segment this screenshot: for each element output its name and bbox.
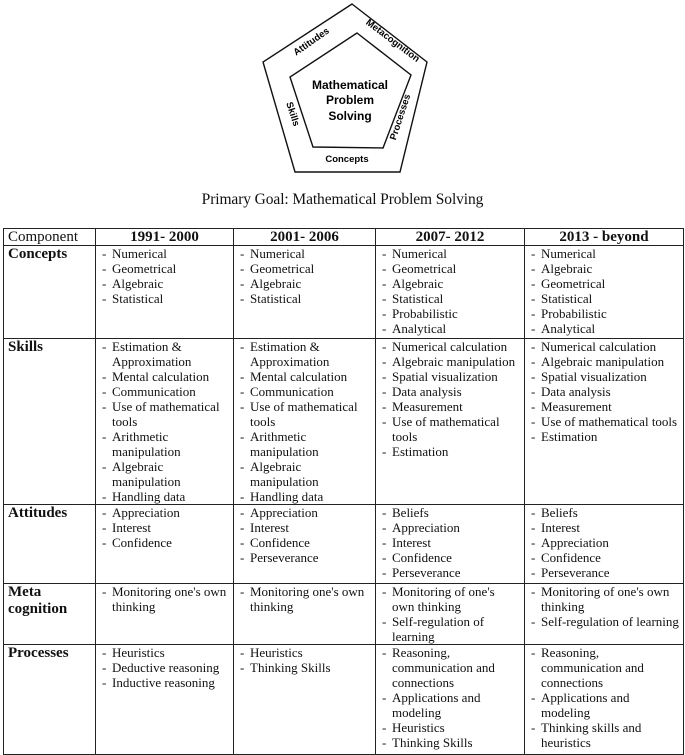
list-item: - Numerical — [102, 246, 229, 261]
cell-skills-2001-2006 — [234, 339, 376, 505]
diagram-center-line-1: Mathematical — [311, 78, 389, 92]
list-item: - Measurement — [531, 399, 679, 414]
list-item: - Geometrical — [531, 276, 679, 291]
list-item: - Reasoning, communication and connections — [531, 645, 679, 690]
table-row-attitudes — [4, 505, 684, 584]
list-item: - Heuristics — [382, 720, 520, 735]
item-list — [100, 505, 229, 550]
list-item: - Numerical — [382, 246, 520, 261]
cell-skills-2007-2012 — [376, 339, 525, 505]
list-item: - Appreciation — [102, 505, 229, 520]
row-header-metacognition: Meta cognition — [4, 584, 96, 645]
diagram-center-line-2: Problem — [325, 93, 375, 107]
item-list — [380, 584, 520, 644]
list-item: - Appreciation — [382, 520, 520, 535]
item-list — [380, 246, 520, 336]
item-list — [529, 505, 679, 580]
list-item: - Confidence — [382, 550, 520, 565]
list-item: - Perseverance — [382, 565, 520, 580]
cell-metacognition-2007-2012 — [376, 584, 525, 645]
list-item: - Mental calculation — [240, 369, 371, 384]
list-item: - Applications and modeling — [531, 690, 679, 720]
cell-metacognition-2013-beyond — [525, 584, 684, 645]
list-item: - Estimation — [382, 444, 520, 459]
list-item: - Communication — [240, 384, 371, 399]
cell-concepts-1991-2000 — [96, 246, 234, 339]
list-item: - Use of mathematical tools — [382, 414, 520, 444]
list-item: - Statistical — [102, 291, 229, 306]
list-item: - Arithmetic manipulation — [240, 429, 371, 459]
diagram-label-concepts: Concepts — [325, 154, 369, 165]
list-item: - Heuristics — [102, 645, 229, 660]
header-2001-2006: 2001- 2006 — [234, 229, 376, 246]
item-list — [100, 584, 229, 614]
pentagon-diagram-svg — [255, 0, 435, 180]
item-list — [380, 505, 520, 580]
cell-processes-2001-2006 — [234, 645, 376, 755]
item-list — [380, 339, 520, 459]
list-item: - Estimation & Approximation — [102, 339, 229, 369]
list-item: - Spatial visualization — [531, 369, 679, 384]
cell-processes-1991-2000 — [96, 645, 234, 755]
diagram-label-processes: Processes — [388, 92, 414, 142]
list-item: - Self-regulation of learning — [531, 614, 679, 629]
list-item: - Arithmetic manipulation — [102, 429, 229, 459]
item-list — [529, 246, 679, 336]
cell-concepts-2001-2006 — [234, 246, 376, 339]
table-row-processes — [4, 645, 684, 755]
list-item: - Estimation — [531, 429, 679, 444]
header-1991-2000: 1991- 2000 — [96, 229, 234, 246]
list-item: - Deductive reasoning — [102, 660, 229, 675]
list-item: - Geometrical — [382, 261, 520, 276]
list-item: - Statistical — [240, 291, 371, 306]
cell-attitudes-2013-beyond — [525, 505, 684, 584]
list-item: - Self-regulation of learning — [382, 614, 520, 644]
cell-attitudes-2001-2006 — [234, 505, 376, 584]
diagram-label-skills: Skills — [283, 100, 302, 128]
list-item: - Confidence — [102, 535, 229, 550]
cell-concepts-2013-beyond — [525, 246, 684, 339]
list-item: - Geometrical — [240, 261, 371, 276]
list-item: - Perseverance — [240, 550, 371, 565]
list-item: - Statistical — [382, 291, 520, 306]
cell-skills-2013-beyond — [525, 339, 684, 505]
table-row-skills — [4, 339, 684, 505]
item-list — [238, 246, 371, 306]
list-item: - Reasoning, communication and connections — [382, 645, 520, 690]
list-item: - Confidence — [531, 550, 679, 565]
row-header-attitudes: Attitudes — [4, 505, 96, 584]
cell-metacognition-2001-2006 — [234, 584, 376, 645]
list-item: - Heuristics — [240, 645, 371, 660]
header-2007-2012: 2007- 2012 — [376, 229, 525, 246]
cell-concepts-2007-2012 — [376, 246, 525, 339]
list-item: - Algebraic — [102, 276, 229, 291]
table-row-metacognition — [4, 584, 684, 645]
list-item: - Statistical — [531, 291, 679, 306]
row-header-processes: Processes — [4, 645, 96, 755]
diagram-label-attitudes: Attitudes — [291, 25, 332, 59]
list-item: - Numerical calculation — [382, 339, 520, 354]
item-list — [238, 339, 371, 504]
cell-processes-2007-2012 — [376, 645, 525, 755]
list-item: - Beliefs — [382, 505, 520, 520]
list-item: - Data analysis — [531, 384, 679, 399]
curriculum-framework-table — [3, 228, 684, 755]
list-item: - Analytical — [531, 321, 679, 336]
row-header-skills: Skills — [4, 339, 96, 505]
item-list — [100, 339, 229, 504]
item-list — [529, 339, 679, 444]
list-item: - Confidence — [240, 535, 371, 550]
cell-attitudes-2007-2012 — [376, 505, 525, 584]
list-item: - Numerical — [531, 246, 679, 261]
list-item: - Monitoring of one's own thinking — [531, 584, 679, 614]
header-component: Component — [4, 229, 96, 246]
list-item: - Communication — [102, 384, 229, 399]
table-row-concepts — [4, 246, 684, 339]
list-item: - Monitoring of one's own thinking — [382, 584, 520, 614]
list-item: - Appreciation — [531, 535, 679, 550]
pentagon-framework-diagram — [255, 0, 435, 180]
list-item: - Algebraic — [240, 276, 371, 291]
list-item: - Measurement — [382, 399, 520, 414]
list-item: - Interest — [240, 520, 371, 535]
list-item: - Monitoring one's own thinking — [240, 584, 371, 614]
list-item: - Interest — [531, 520, 679, 535]
list-item: - Inductive reasoning — [102, 675, 229, 690]
item-list — [100, 246, 229, 306]
list-item: - Analytical — [382, 321, 520, 336]
table-header-row — [4, 229, 684, 246]
list-item: - Probabilistic — [531, 306, 679, 321]
list-item: - Algebraic manipulation — [240, 459, 371, 489]
list-item: - Use of mathematical tools — [240, 399, 371, 429]
header-2013-beyond: 2013 - beyond — [525, 229, 684, 246]
list-item: - Numerical calculation — [531, 339, 679, 354]
list-item: - Interest — [382, 535, 520, 550]
item-list — [238, 505, 371, 565]
diagram-center-line-3: Solving — [328, 109, 372, 123]
item-list — [100, 645, 229, 690]
item-list — [238, 645, 371, 675]
list-item: - Thinking skills and heuristics — [531, 720, 679, 750]
item-list — [238, 584, 371, 614]
diagram-label-metacognition: Metacognition — [363, 17, 422, 65]
list-item: - Thinking Skills — [382, 735, 520, 750]
list-item: - Use of mathematical tools — [531, 414, 679, 429]
row-header-concepts: Concepts — [4, 246, 96, 339]
list-item: - Algebraic manipulation — [382, 354, 520, 369]
list-item: - Spatial visualization — [382, 369, 520, 384]
list-item: - Algebraic manipulation — [531, 354, 679, 369]
list-item: - Algebraic — [531, 261, 679, 276]
item-list — [380, 645, 520, 750]
cell-skills-1991-2000 — [96, 339, 234, 505]
list-item: - Beliefs — [531, 505, 679, 520]
item-list — [529, 584, 679, 629]
list-item: - Numerical — [240, 246, 371, 261]
list-item: - Handling data — [240, 489, 371, 504]
list-item: - Mental calculation — [102, 369, 229, 384]
list-item: - Monitoring one's own thinking — [102, 584, 229, 614]
list-item: - Appreciation — [240, 505, 371, 520]
cell-attitudes-1991-2000 — [96, 505, 234, 584]
item-list — [529, 645, 679, 750]
list-item: - Use of mathematical tools — [102, 399, 229, 429]
list-item: - Handling data — [102, 489, 229, 504]
list-item: - Algebraic — [382, 276, 520, 291]
list-item: - Thinking Skills — [240, 660, 371, 675]
list-item: - Data analysis — [382, 384, 520, 399]
list-item: - Estimation & Approximation — [240, 339, 371, 369]
cell-metacognition-1991-2000 — [96, 584, 234, 645]
list-item: - Applications and modeling — [382, 690, 520, 720]
primary-goal-caption: Primary Goal: Mathematical Problem Solving — [201, 191, 484, 208]
cell-processes-2013-beyond — [525, 645, 684, 755]
list-item: - Probabilistic — [382, 306, 520, 321]
list-item: - Interest — [102, 520, 229, 535]
list-item: - Perseverance — [531, 565, 679, 580]
list-item: - Geometrical — [102, 261, 229, 276]
list-item: - Algebraic manipulation — [102, 459, 229, 489]
